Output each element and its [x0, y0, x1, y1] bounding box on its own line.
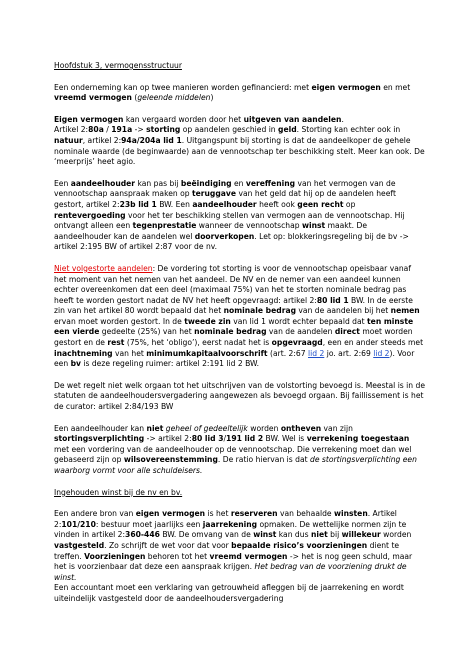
- article-ref: 94a/204a lid 1: [121, 135, 182, 145]
- term-minimumkapitaalvoorschrift: minimumkapitaalvoorschrift: [146, 348, 268, 358]
- term-jaarrekening: jaarrekening: [202, 519, 258, 529]
- link-lid-2[interactable]: lid 2: [308, 348, 325, 358]
- article-ref: 191 lid 2: [226, 434, 264, 444]
- term-wilsovereenstemming: wilsovereenstemming: [123, 455, 218, 465]
- link-lid-2[interactable]: lid 2: [373, 348, 390, 358]
- paragraph-niet-volgestort: [54, 264, 425, 370]
- italic-ratio: de stortingsverplichting een waarborg vormt voor alle schuldeisers.: [54, 455, 417, 475]
- term-eigen-vermogen: Eigen vermogen: [54, 114, 124, 124]
- article-ref: 80 lid 1: [316, 295, 349, 305]
- article-ref: 191a: [111, 125, 133, 135]
- term-vereffening: vereffening: [245, 178, 296, 188]
- text-run: (art. 2:67: [267, 348, 308, 358]
- term-tegenprestatie: tegenprestatie: [132, 221, 197, 231]
- text-run: van zijn: [321, 423, 353, 433]
- text-run: , een en ander steeds met: [322, 338, 424, 348]
- text-run: BW. Wel is: [263, 434, 307, 444]
- term-tweede-zin: tweede zin: [184, 316, 231, 326]
- term-willekeur: willekeur: [341, 530, 381, 540]
- text-run: maakt. De aandeelhouder kan de aandelen wel: [54, 221, 368, 241]
- term-niet-volgestorte-aandelen: Niet volgestorte aandelen: [54, 263, 153, 273]
- term-aandeelhouder: aandeelhouder: [192, 199, 257, 209]
- term-winst: winst: [301, 221, 326, 231]
- text-run: met een vordering van de aandeelhouder op de vennootschap. Die verrekening moet dan wel gebaseerd zijn op: [54, 444, 412, 465]
- text-run: . Storting kan echter ook in: [296, 125, 401, 135]
- text-run: -> artikel 2:: [144, 434, 192, 444]
- text-run: is deze regeling ruimer: artikel 2:191 lid 2 BW.: [80, 359, 260, 369]
- text-run: behoren tot het: [145, 551, 210, 561]
- paragraph-volstorting: De wet regelt niet welk orgaan tot het uitschrijven van de volstorting bevoegd is. Meestal is in de statuten de aandeelhoudersvergadering aangewezen als bevoegd orgaan. Bij faillissement is het de curator: artikel 2:84/193 BW: [54, 380, 426, 412]
- text-run: Een accountant moet een verklaring van getrouwheid afleggen bij de jaarrekening en wordt uiteindelijk vastgesteld door de aandeelhoudersvergadering: [54, 583, 404, 603]
- term-doorverkopen: doorverkopen: [194, 231, 255, 241]
- text-run: en met: [380, 82, 411, 92]
- term-teruggave: teruggave: [192, 189, 237, 199]
- italic-geleende-middelen: geleende middelen: [137, 93, 211, 103]
- text-run: jo. art. 2:69: [324, 348, 374, 358]
- article-ref: 80 lid 3: [191, 434, 224, 444]
- text-run: . Zo schrijft de wet voor dat voor: [104, 540, 232, 550]
- term-eigen-vermogen: eigen vermogen: [135, 509, 206, 519]
- text-run: ervan moet worden gestort. In de: [54, 316, 185, 326]
- text-run: opmaken. De wettelijke normen zijn te vinden in artikel 2:: [54, 519, 407, 540]
- text-run: (: [131, 93, 138, 103]
- text-run: van de aandelen: [266, 327, 335, 337]
- term-ten-minste-een-vierde: ten minste een vierde: [54, 316, 414, 337]
- term-inachtneming: inachtneming: [54, 348, 113, 358]
- text-run: /: [103, 125, 112, 135]
- term-niet: niet: [310, 530, 328, 540]
- term-vreemd-vermogen: vreemd vermogen: [209, 551, 288, 561]
- text-run: dient te treffen.: [54, 540, 400, 561]
- term-nemen: nemen: [390, 306, 420, 316]
- term-beeindiging: beëindiging: [180, 178, 232, 188]
- text-run: BW. De omvang van de: [159, 530, 254, 540]
- chapter-title: Hoofdstuk 3, vermogensstructuur: [54, 61, 182, 70]
- term-niet: niet: [146, 423, 164, 433]
- text-run: : De vordering tot storting is voor de vennootschap opeisbaar vanaf het moment van het nemen van het aandeel. De NV en de nemer van een aandeel kunnen echter overeenkomen dat een deel (maximaal 75%) van het te storten nominale bedrag pas heeft te worden gestort nadat de NV het heeft opgevraagd: artikel 2:: [54, 263, 411, 305]
- term-bv: bv: [70, 359, 81, 369]
- text-run: Een andere bron van: [54, 509, 136, 519]
- italic-geheel-of-gedeeltelijk: geheel of gedeeltelijk: [165, 423, 248, 433]
- text-run: heeft ook: [256, 199, 298, 209]
- paragraph-aandeelhouder: [54, 179, 425, 253]
- term-uitgeven-aandelen: uitgeven van aandelen: [243, 114, 342, 124]
- term-ontheven: ontheven: [280, 423, 322, 433]
- text-run: . De ratio hiervan is dat: [217, 455, 311, 465]
- term-geen-recht: geen recht: [297, 199, 344, 209]
- article-ref: 23b lid 1: [119, 199, 157, 209]
- term-stortingsverplichting: stortingsverplichting: [54, 434, 145, 444]
- text-run: van het vermogen van de vennootschap aanspraak maken op: [54, 178, 396, 199]
- term-risicos-voorzieningen: bepaalde risico’s voorzieningen: [231, 540, 368, 550]
- text-run: BW. Een: [156, 199, 193, 209]
- text-run: op aandelen geschied in: [180, 125, 279, 135]
- term-nominale-bedrag: nominale bedrag: [194, 327, 267, 337]
- term-direct: direct: [334, 327, 360, 337]
- text-run: voor het ter beschikking stellen van vermogen aan de vennootschap. Hij ontvangt alleen een: [54, 210, 405, 231]
- text-run: . Artikel 2:: [54, 509, 397, 529]
- text-run: /: [223, 434, 227, 444]
- term-natuur: natuur: [54, 135, 83, 145]
- term-storting: storting: [146, 125, 181, 135]
- text-run: ->: [132, 125, 147, 135]
- text-run: . Let op: blokkeringsregeling bij de bv -> artikel 2:195 BW of artikel 2:87 voor de nv.: [54, 231, 409, 252]
- text-run: (75%, het ‘obligo’), eerst nadat het is: [124, 338, 272, 348]
- article-ref: 101/210: [61, 519, 96, 529]
- term-opgevraagd: opgevraagd: [271, 338, 323, 348]
- text-run: , artikel 2:: [82, 135, 122, 145]
- text-run: .: [341, 114, 344, 124]
- term-aandeelhouder: aandeelhouder: [70, 178, 136, 188]
- text-run: van het geld dat hij op de aandelen heeft gestort, artikel 2:: [54, 189, 396, 209]
- text-run: . Uitgangspunt bij storting is dat de aandeelkoper de gehele nominale waarde (de beginwaarde) aan de vennootschap ter beschikking stelt. Meer kan ook. De ‘meerprijs’ heet agio.: [54, 135, 425, 167]
- article-ref: 80a: [88, 125, 104, 135]
- text-run: Een: [54, 178, 71, 188]
- text-run: worden: [380, 530, 412, 540]
- text-run: van lid 1 wordt echter bepaald dat: [230, 316, 368, 326]
- text-run: op: [343, 199, 356, 209]
- text-run: ): [210, 93, 214, 103]
- text-run: BW. In de eerste zin van het artikel 80 wordt bepaald dat het: [54, 295, 413, 316]
- term-rest: rest: [107, 338, 125, 348]
- paragraph-eigen-vermogen: [54, 115, 425, 168]
- text-run: van het: [112, 348, 147, 358]
- italic-bedrag-voorziening: Het bedrag van de voorziening drukt de winst.: [54, 562, 407, 582]
- text-run: bij: [327, 530, 342, 540]
- text-run: worden: [247, 423, 281, 433]
- term-reserveren: reserveren: [230, 509, 278, 519]
- text-run: wanneer de vennootschap: [196, 221, 302, 231]
- term-winst: winst: [253, 530, 277, 540]
- term-rentevergoeding: rentevergoeding: [54, 210, 126, 220]
- text-run: Een onderneming kan op twee manieren worden gefinancierd: met: [54, 82, 312, 92]
- text-run: gedeelte (25%) van het: [99, 327, 195, 337]
- paragraph-financing: [54, 83, 425, 104]
- paragraph-ontheffing: [54, 424, 425, 477]
- text-run: van behaalde: [277, 509, 334, 519]
- term-geld: geld: [278, 125, 297, 135]
- term-voorzieningen: Voorzieningen: [84, 551, 146, 561]
- section-heading-ingehouden-winst: Ingehouden winst bij de nv en bv.: [54, 487, 183, 497]
- article-ref: 360-446: [125, 530, 160, 540]
- text-run: kan dus: [276, 530, 311, 540]
- term-verrekening-toegestaan: verrekening toegestaan: [306, 434, 410, 444]
- text-run: Een aandeelhouder kan: [54, 423, 147, 433]
- term-nominale-bedrag: nominale bedrag: [223, 306, 297, 316]
- term-vreemd-vermogen: vreemd vermogen: [54, 93, 132, 103]
- text-run: ). Voor een: [54, 348, 415, 369]
- text-run: kan pas bij: [135, 178, 181, 188]
- text-run: en: [231, 178, 246, 188]
- text-run: : bestuur moet jaarlijks een: [95, 519, 203, 529]
- paragraph-reserveren: [54, 509, 425, 604]
- text-run: is het: [205, 509, 231, 519]
- text-run: kan vergaard worden door het: [123, 114, 244, 124]
- term-winsten: winsten: [334, 509, 368, 519]
- term-eigen-vermogen: eigen vermogen: [311, 82, 381, 92]
- text-run: moet worden gestort en de: [54, 327, 413, 348]
- term-vastgesteld: vastgesteld: [54, 540, 105, 550]
- text-run: van de aandelen bij het: [296, 306, 391, 316]
- text-run: Artikel 2:: [54, 125, 89, 135]
- text-run: -> het is nog geen schuld, maar het is voorzienbaar dat deze een aanspraak krijgen.: [54, 551, 413, 572]
